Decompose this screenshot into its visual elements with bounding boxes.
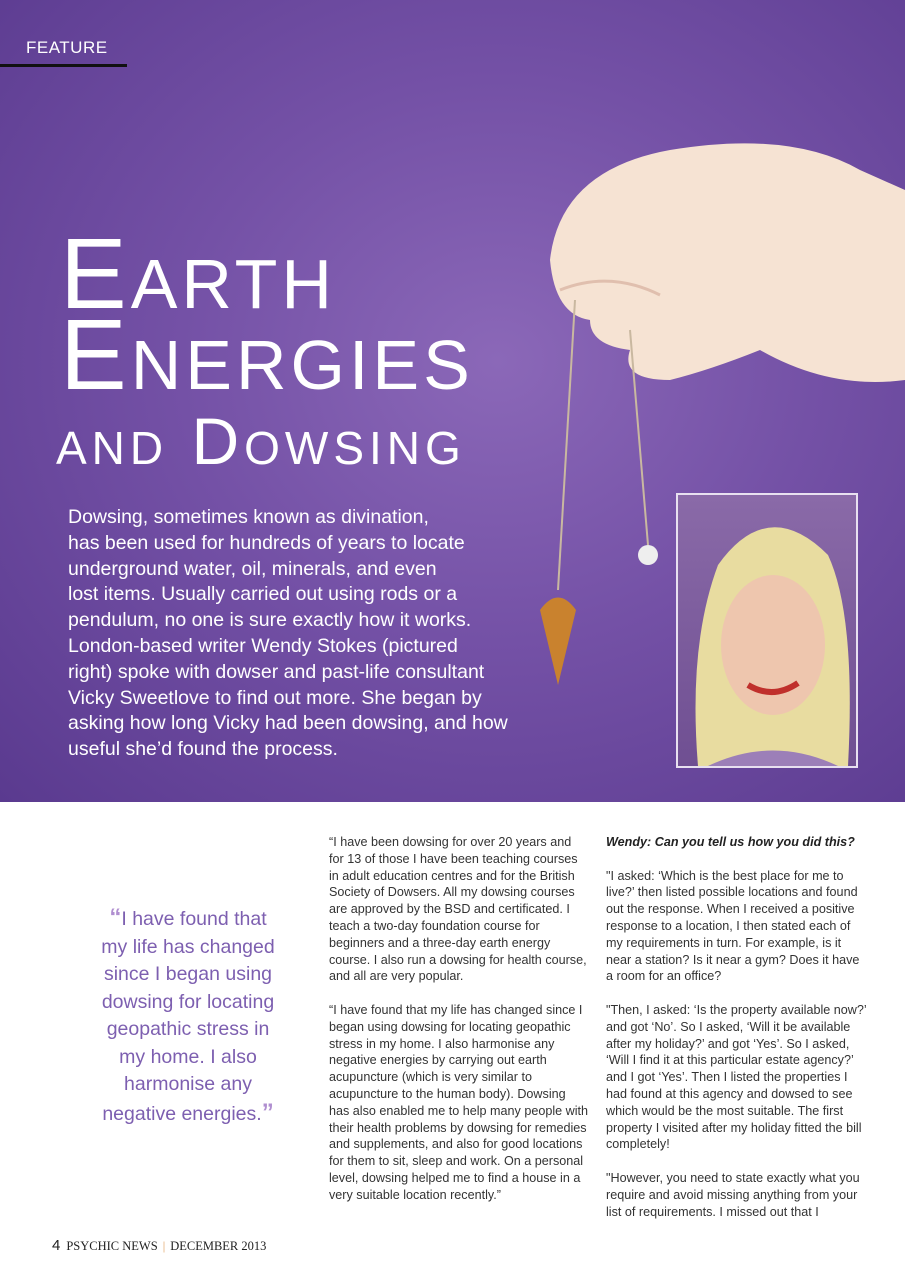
intro-standfirst bbox=[68, 505, 508, 763]
open-quote-mark: “ bbox=[109, 904, 122, 931]
intro-line: Dowsing, sometimes known as divination, bbox=[68, 506, 429, 528]
intro-line: right) spoke with dowser and past-life consultant bbox=[68, 660, 485, 683]
page-number: 4 bbox=[52, 1237, 61, 1254]
intro-line: lost items. Usually carried out using rods or a bbox=[68, 583, 458, 606]
publication-name: PSYCHIC NEWS bbox=[66, 1239, 158, 1253]
body-paragraph: "However, you need to state exactly what you require and avoid missing anything from your list of requirements. I missed out that I bbox=[606, 1170, 860, 1219]
intro-line: Vicky Sweetlove to find out more. She began by bbox=[68, 686, 482, 709]
pull-quote-text: I have found that my life has changed since I began using dowsing for locating geopathic stress in my home. I also harmonise any negative energies. bbox=[101, 908, 275, 1125]
article-column-1 bbox=[329, 834, 589, 1220]
body-paragraph: “I have found that my life has changed since I began using dowsing for locating geopathic stress in my home. I also harmonise any negative energies by carrying out earth acupuncture (which is very similar to acupuncture to the human body). Dowsing has also enabled me to help many people with their health problems by dowsing for remedies and supplements, and also for good locations for them to sit, sleep and work. On a personal level, dowsing helped me to find a house in a very suitable location recently.” bbox=[329, 1002, 589, 1202]
intro-line: London-based writer Wendy Stokes (pictured bbox=[68, 634, 458, 657]
body-paragraph: "Then, I asked: ‘Is the property available now?’ and got ‘No’. So I asked, ‘Will it be available after my holiday?’ and got ‘Yes’. So I asked, ‘Will I find it at this particular estate agency?’ and I got ‘Yes’. Then I listed the properties I had found at this agency and dowsed to see which would be the most suitable. The first property I visited after my holiday fitted the bill completely! bbox=[606, 1002, 867, 1152]
section-rule bbox=[0, 64, 127, 67]
footer-separator: | bbox=[162, 1239, 166, 1253]
title-line-3: and Dowsing bbox=[56, 404, 466, 478]
interview-question: Wendy: Can you tell us how you did this? bbox=[606, 835, 855, 849]
intro-line: useful she’d found the process. bbox=[68, 738, 338, 761]
close-quote-mark: ” bbox=[261, 1098, 274, 1126]
body-paragraph: “I have been dowsing for over 20 years and for 13 of those I have been teaching courses in adult education centres and for the British Society of Dowsers. All my dowsing courses are approved by the BSD and certificated. I teach a two-day foundation course for beginners and a three-day earth energy course. I also run a dowsing for health course, and all are very popular. bbox=[329, 835, 587, 984]
intro-line: underground water, oil, minerals, and even bbox=[68, 557, 437, 580]
section-label: FEATURE bbox=[26, 38, 108, 57]
issue-date: DECEMBER 2013 bbox=[170, 1239, 267, 1253]
author-portrait-photo bbox=[676, 493, 858, 768]
pull-quote bbox=[95, 904, 281, 1128]
intro-line: pendulum, no one is sure exactly how it works. bbox=[68, 609, 472, 632]
intro-line: asking how long Vicky had been dowsing, and how bbox=[68, 712, 508, 735]
body-paragraph: "I asked: ‘Which is the best place for me to live?’ then listed possible locations and found out the response. When I received a positive response to a location, I then stated each of my requirements in turn. For example, is it near a station? Is it near a gym? Does it have a room for an office? bbox=[606, 868, 860, 984]
article-column-2 bbox=[606, 834, 868, 1237]
intro-line: has been used for hundreds of years to locate bbox=[68, 531, 465, 554]
title-line-2: Energies bbox=[60, 299, 474, 411]
title-line-1: Earth bbox=[60, 218, 336, 330]
page-footer bbox=[52, 1237, 266, 1254]
